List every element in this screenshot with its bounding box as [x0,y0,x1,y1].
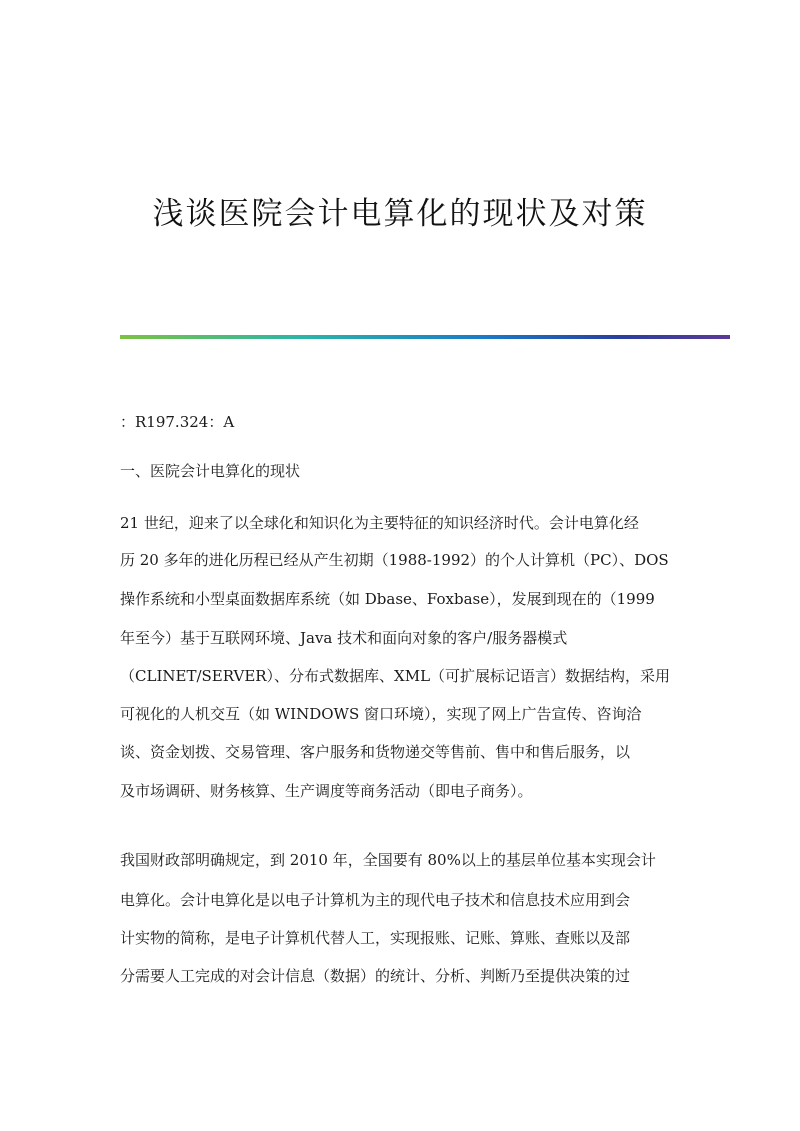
paragraph-line: 21 世纪，迎来了以全球化和知识化为主要特征的知识经济时代。会计电算化经 [120,514,639,532]
paragraph-line: 电算化。会计电算化是以电子计算机为主的现代电子技术和信息技术应用到会 [120,891,631,909]
paragraph-line: 计实物的简称，是电子计算机代替人工，实现报账、记账、算账、查账以及部 [120,929,631,947]
paragraph-line: 操作系统和小型桌面数据库系统（如 Dbase、Foxbase），发展到现在的（1999 [120,590,655,608]
document-title: 浅谈医院会计电算化的现状及对策 [152,196,648,232]
paragraph-line: 历 20 多年的进化历程已经从产生初期（1988-1992）的个人计算机（PC）、DOS [120,551,669,569]
paragraph-line: 我国财政部明确规定，到 2010 年，全国要有 80%以上的基层单位基本实现会计 [120,851,656,869]
paragraph-line: 及市场调研、财务核算、生产调度等商务活动（即电子商务）。 [120,782,533,800]
title-divider-rule [120,335,730,339]
paragraph-line: （CLINET/SERVER）、分布式数据库、XML（可扩展标记语言）数据结构，采用 [120,667,671,685]
paragraph-line: 可视化的人机交互（如 WINDOWS 窗口环境），实现了网上广告宣传、咨询洽 [120,705,642,723]
paragraph-line: 年至今）基于互联网环境、Java 技术和面向对象的客户/服务器模式 [120,629,568,647]
section-heading: 一、医院会计电算化的现状 [120,462,301,480]
classification-line: ：R197.324：A [120,413,235,431]
paragraph-line: 分需要人工完成的对会计信息（数据）的统计、分析、判断乃至提供决策的过 [120,967,631,985]
paragraph-line: 谈、资金划拨、交易管理、客户服务和货物递交等售前、售中和售后服务，以 [120,743,631,761]
